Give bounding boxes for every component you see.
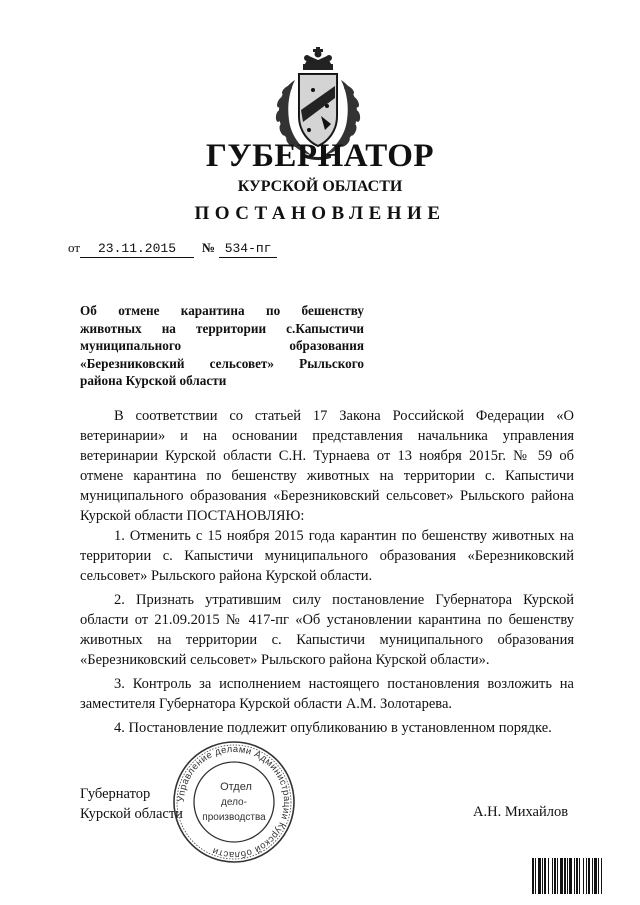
barcode-bar — [557, 858, 558, 894]
barcode-bar — [579, 858, 580, 894]
document-subject — [80, 302, 364, 390]
stamp-center-line: дело- — [221, 797, 247, 808]
barcode-bar — [542, 858, 543, 894]
date-prefix: от — [68, 240, 81, 255]
date-number-line — [68, 240, 277, 258]
barcode-bar — [544, 858, 546, 894]
signatory-title-line: Курской области — [80, 806, 183, 822]
barcode-bar — [569, 858, 572, 894]
round-stamp — [170, 738, 298, 866]
stamp-ring-text: Управление делами Администрации Курской области — [175, 743, 293, 861]
barcode-bar — [564, 858, 566, 894]
stamp-center-line: Отдел — [220, 781, 252, 793]
barcode-bar — [548, 858, 549, 894]
barcode-bar — [560, 858, 563, 894]
signatory-name: А.Н. Михайлов — [473, 804, 569, 820]
barcode-bar — [554, 858, 556, 894]
barcode-bar — [574, 858, 575, 894]
signatory-title — [80, 784, 183, 824]
body-paragraph: 3. Контроль за исполнением настоящего постановления возложить на заместителя Губернатора Курской области А.М. Золотарева. — [80, 676, 574, 712]
org-subtitle: КУРСКОЙ ОБЛАСТИ — [237, 178, 403, 195]
subject-line: Об отмене карантина по бешенству — [80, 303, 364, 318]
subject-line: муниципального образования — [80, 338, 364, 354]
document-body — [80, 406, 574, 738]
subject-line: животных на территории с.Капыстичи — [80, 320, 364, 336]
barcode-bar — [532, 858, 534, 894]
barcode-bar — [586, 858, 587, 894]
barcode-bar — [538, 858, 541, 894]
subject-line: «Березниковский сельсовет» Рыльского — [80, 355, 364, 371]
document-date: 23.11.2015 — [80, 241, 194, 258]
document-type: ПОСТАНОВЛЕНИЕ — [194, 203, 446, 224]
barcode-bar — [598, 858, 599, 894]
body-paragraph: 1. Отменить с 15 ноября 2015 года карантин по бешенству животных на территории с. Капыстичи муниципального образования «Березниковский сельсовет» Рыльского района Курской области. — [80, 528, 574, 584]
barcode-icon — [532, 858, 626, 894]
barcode-bar — [601, 858, 602, 894]
subject-line: района Курской области — [80, 373, 227, 389]
body-paragraph: В соответствии со статьей 17 Закона Российской Федерации «О ветеринарии» и на основании представления начальника управления ветеринарии Курской области С.Н. Турнаева от 13 ноября 2015г. № 59 об отмене карантина по бешенству животных на территории с. Капыстичи муниципального образования «Березниковский сельсовет» Рыльского района Курской области ПОСТАНОВЛЯЮ: — [80, 408, 574, 524]
barcode-bar — [567, 858, 568, 894]
number-sign: № — [202, 240, 216, 255]
barcode-bar — [588, 858, 590, 894]
barcode-bar — [583, 858, 584, 894]
document-number: 534-пг — [219, 241, 277, 258]
barcode-bar — [594, 858, 597, 894]
barcode-bar — [576, 858, 578, 894]
org-title: ГУБЕРНАТОР — [205, 138, 435, 174]
barcode-bar — [552, 858, 553, 894]
body-paragraph: 4. Постановление подлежит опубликованию в установленном порядке. — [114, 720, 552, 736]
signatory-title-line: Губернатор — [80, 786, 151, 802]
barcode-bar — [535, 858, 536, 894]
stamp-center-line: производства — [202, 812, 266, 823]
body-paragraph: 2. Признать утратившим силу постановление Губернатора Курской области от 21.09.2015 № 417-пг «Об установлении карантина по бешенству животных на территории с. Капыстичи муниципального образования «Березниковский сельсовет» Рыльского района Курской области». — [80, 592, 574, 668]
barcode-bar — [592, 858, 593, 894]
